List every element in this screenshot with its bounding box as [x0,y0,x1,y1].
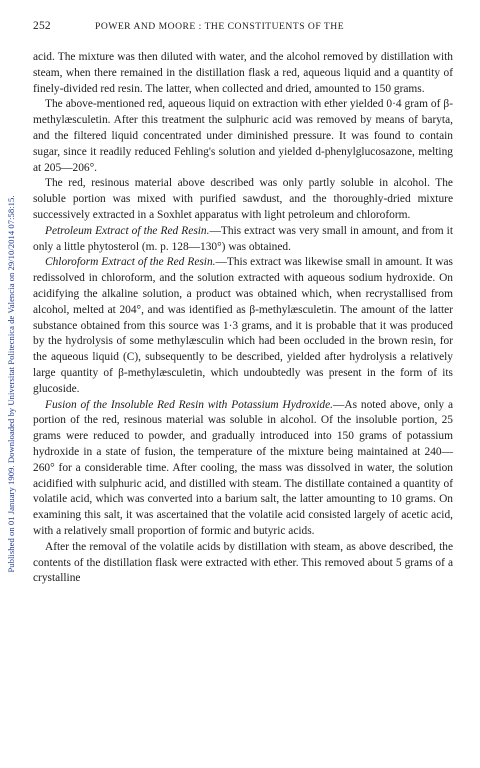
paragraph-4-text: —This extract was very small in amount, and from it only a little phytosterol (m. p. 128—130°) was obtained. [33,224,453,253]
paragraph-6-text: —As noted above, only a portion of the red, resinous material was soluble in alcohol. Of the insoluble portion, 25 grams were reduced to powder, and gradually introduced into 150 grams of potassium hydroxide in a state of fusion, the temperature of the mixture being maintained at 240—260° for a considerable time. After cooling, the mass was dissolved in water, the solution acidified with sulphuric acid, and distilled with steam. The distillate contained a quantity of volatile acid, which was converted into a barium salt, the latter amounting to 10 grams. On examining this salt, it was ascertained that the volatile acid consisted largely of acetic acid, with a relatively small proportion of formic and butyric acids. [33,398,453,537]
section-heading-fusion: Fusion of the Insoluble Red Resin with Potassium Hydroxide. [45,398,333,411]
page-number: 252 [33,20,51,32]
page-header [33,20,453,36]
paragraph-5 [33,255,453,397]
publication-note[interactable]: Published on 01 January 1909. Downloaded by Universitat Politecnica de Valencia on 29/10/2014 07:58:15. [6,195,16,573]
paragraph-1: acid. The mixture was then diluted with water, and the alcohol removed by distillation with steam, when there remained in the distillation flask a red, aqueous liquid and a quantity of finely-divided red resin. The latter, when collected and dried, amounted to 150 grams. [33,51,453,95]
article-body [33,50,453,587]
section-heading-petroleum-extract: Petroleum Extract of the Red Resin. [45,224,210,237]
section-heading-chloroform-extract: Chloroform Extract of the Red Resin. [45,256,216,269]
paragraph-4 [33,224,453,256]
publication-sidebar [0,0,22,768]
paragraph-6 [33,398,453,540]
running-head: POWER AND MOORE : THE CONSTITUENTS OF THE [95,21,345,32]
paragraph-2: The above-mentioned red, aqueous liquid on extraction with ether yielded 0·4 gram of β-methylæsculetin. After this treatment the sulphuric acid was removed by means of baryta, and the filtered liquid concentrated under diminished pressure. It was found to contain sugar, since it readily reduced Fehling's solution and yielded d-phenylglucosazone, melting at 205—206°. [33,98,453,174]
paragraph-5-text: —This extract was likewise small in amount. It was redissolved in chloroform, and the solution extracted with aqueous sodium hydroxide. On acidifying the alkaline solution, a product was obtained which, when recrystallised from alcohol, melted at 204°, and was identified as β-methylæsculetin. The amount of the latter substance obtained from this source was 1·3 grams, and it is probable that it was produced by the hydrolysis of some methylæsculin which had been occluded in the brown resin, for the aqueous liquid (C), subsequently to be described, yielded after hydrolysis a relatively large quantity of β-methylæsculetin, which undoubtedly was present in the form of its glucoside. [33,256,453,395]
paragraph-7: After the removal of the volatile acids by distillation with steam, as above described, the contents of the distillation flask were extracted with ether. This removed about 5 grams of a crystalline [33,540,453,585]
paragraph-3: The red, resinous material above described was only partly soluble in alcohol. The soluble portion was mixed with purified sawdust, and the thoroughly-dried mixture successively extracted in a Soxhlet apparatus with light petroleum and chloroform. [33,177,453,221]
